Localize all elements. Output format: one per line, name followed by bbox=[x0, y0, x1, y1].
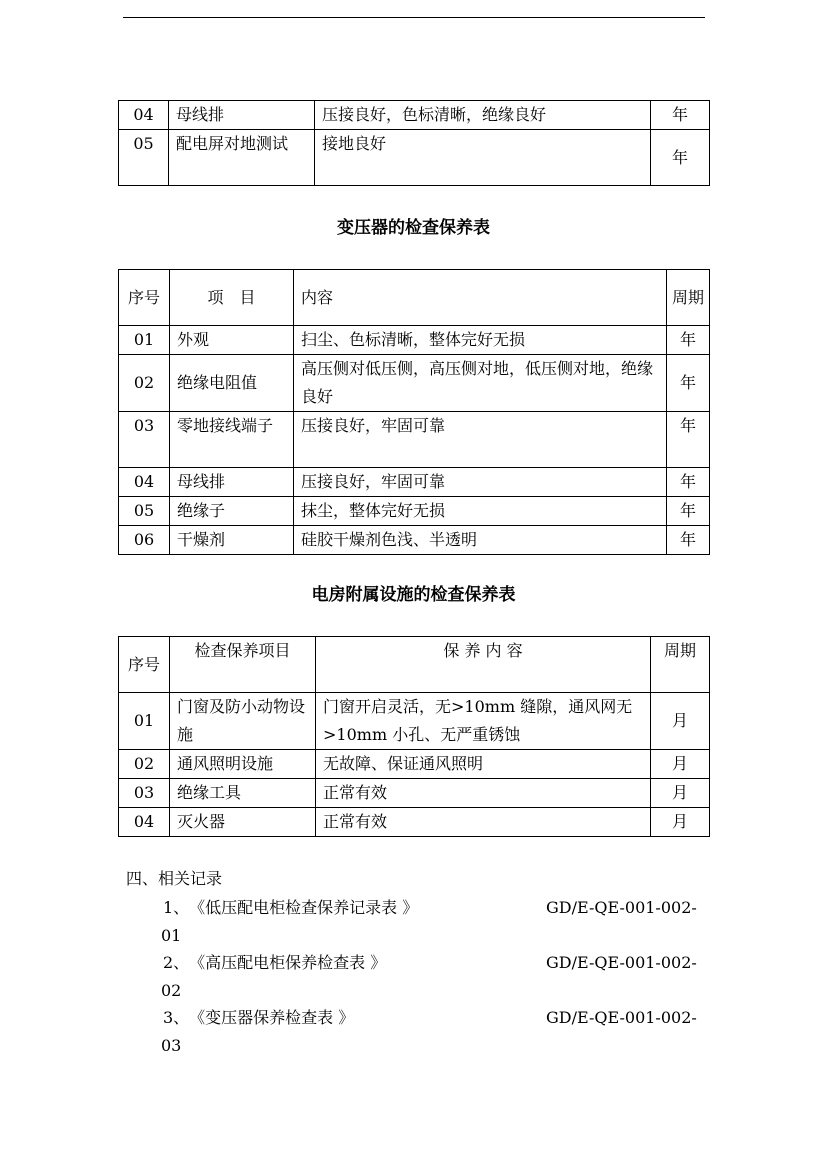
table-distribution-continued bbox=[118, 100, 710, 186]
row-period: 年 bbox=[667, 468, 710, 497]
header-number: 序号 bbox=[119, 637, 170, 693]
row-number: 03 bbox=[119, 779, 170, 808]
table-header-row bbox=[119, 637, 710, 693]
row-period: 月 bbox=[651, 693, 710, 750]
row-period: 年 bbox=[651, 101, 710, 130]
table-row bbox=[119, 497, 710, 526]
record-item-label: 2、 《高压配电柜保养检查表 》 bbox=[163, 953, 387, 972]
record-item-code: GD/E-QE-001-002- bbox=[546, 1008, 697, 1027]
row-item: 通风照明设施 bbox=[170, 750, 316, 779]
row-period: 年 bbox=[667, 326, 710, 355]
row-item: 母线排 bbox=[169, 101, 315, 130]
row-content: 门窗开启灵活，无>10mm 缝隙，通风网无>10mm 小孔、无严重锈蚀 bbox=[316, 693, 651, 750]
record-item-code-continued: 03 bbox=[161, 1036, 182, 1055]
row-period: 月 bbox=[651, 808, 710, 837]
row-content: 硅胶干燥剂色浅、半透明 bbox=[294, 526, 667, 555]
row-item: 门窗及防小动物设施 bbox=[170, 693, 316, 750]
row-content: 扫尘、色标清晰，整体完好无损 bbox=[294, 326, 667, 355]
row-number: 03 bbox=[119, 412, 170, 468]
table-facility bbox=[118, 636, 710, 837]
row-number: 04 bbox=[119, 101, 169, 130]
row-number: 05 bbox=[119, 130, 169, 186]
table-header-row bbox=[119, 270, 710, 326]
table-transformer bbox=[118, 269, 710, 555]
row-number: 01 bbox=[119, 693, 170, 750]
row-content: 高压侧对低压侧，高压侧对地，低压侧对地，绝缘良好 bbox=[294, 355, 667, 412]
row-content: 抹尘，整体完好无损 bbox=[294, 497, 667, 526]
header-period: 周期 bbox=[667, 270, 710, 326]
record-item-code-continued: 01 bbox=[161, 926, 182, 945]
table-row bbox=[119, 355, 710, 412]
table-row bbox=[119, 526, 710, 555]
row-item: 灭火器 bbox=[170, 808, 316, 837]
row-item: 配电屏对地测试 bbox=[169, 130, 315, 186]
table-row bbox=[119, 779, 710, 808]
row-number: 04 bbox=[119, 468, 170, 497]
row-content: 接地良好 bbox=[315, 130, 651, 186]
records-heading: 四、相关记录 bbox=[126, 869, 223, 888]
header-item: 检查保养项目 bbox=[170, 637, 316, 693]
row-period: 月 bbox=[651, 750, 710, 779]
row-content: 正常有效 bbox=[316, 808, 651, 837]
row-content: 压接良好，色标清晰，绝缘良好 bbox=[315, 101, 651, 130]
row-period: 月 bbox=[651, 779, 710, 808]
row-item: 母线排 bbox=[170, 468, 294, 497]
record-item-code-continued: 02 bbox=[161, 981, 182, 1000]
record-item-label: 3、 《变压器保养检查表 》 bbox=[163, 1008, 355, 1027]
header-content: 保 养 内 容 bbox=[316, 637, 651, 693]
row-content: 压接良好，牢固可靠 bbox=[294, 412, 667, 468]
row-number: 01 bbox=[119, 326, 170, 355]
row-content: 无故障、保证通风照明 bbox=[316, 750, 651, 779]
record-item-code: GD/E-QE-001-002- bbox=[546, 898, 697, 917]
row-item: 零地接线端子 bbox=[170, 412, 294, 468]
facility-table-title: 电房附属设施的检查保养表 bbox=[311, 585, 516, 605]
row-period: 年 bbox=[651, 130, 710, 186]
row-content: 正常有效 bbox=[316, 779, 651, 808]
row-period: 年 bbox=[667, 497, 710, 526]
row-item: 干燥剂 bbox=[170, 526, 294, 555]
record-item-label: 1、 《低压配电柜检查保养记录表 》 bbox=[163, 898, 419, 917]
row-number: 05 bbox=[119, 497, 170, 526]
row-period: 年 bbox=[667, 412, 710, 468]
header-content: 内容 bbox=[294, 270, 667, 326]
record-item-code: GD/E-QE-001-002- bbox=[546, 953, 697, 972]
transformer-table-title: 变压器的检查保养表 bbox=[337, 218, 490, 238]
table-row bbox=[119, 468, 710, 497]
row-number: 06 bbox=[119, 526, 170, 555]
table-row bbox=[119, 808, 710, 837]
row-item: 绝缘子 bbox=[170, 497, 294, 526]
table-row bbox=[119, 130, 710, 186]
table-row bbox=[119, 750, 710, 779]
header-rule bbox=[123, 17, 705, 18]
row-number: 02 bbox=[119, 355, 170, 412]
header-number: 序号 bbox=[119, 270, 170, 326]
row-item: 绝缘电阻值 bbox=[170, 355, 294, 412]
row-period: 年 bbox=[667, 355, 710, 412]
row-number: 02 bbox=[119, 750, 170, 779]
row-number: 04 bbox=[119, 808, 170, 837]
table-row bbox=[119, 693, 710, 750]
table-row bbox=[119, 326, 710, 355]
header-period: 周期 bbox=[651, 637, 710, 693]
row-item: 外观 bbox=[170, 326, 294, 355]
header-item: 项 目 bbox=[170, 270, 294, 326]
row-period: 年 bbox=[667, 526, 710, 555]
row-content: 压接良好，牢固可靠 bbox=[294, 468, 667, 497]
row-item: 绝缘工具 bbox=[170, 779, 316, 808]
table-row bbox=[119, 101, 710, 130]
table-row bbox=[119, 412, 710, 468]
